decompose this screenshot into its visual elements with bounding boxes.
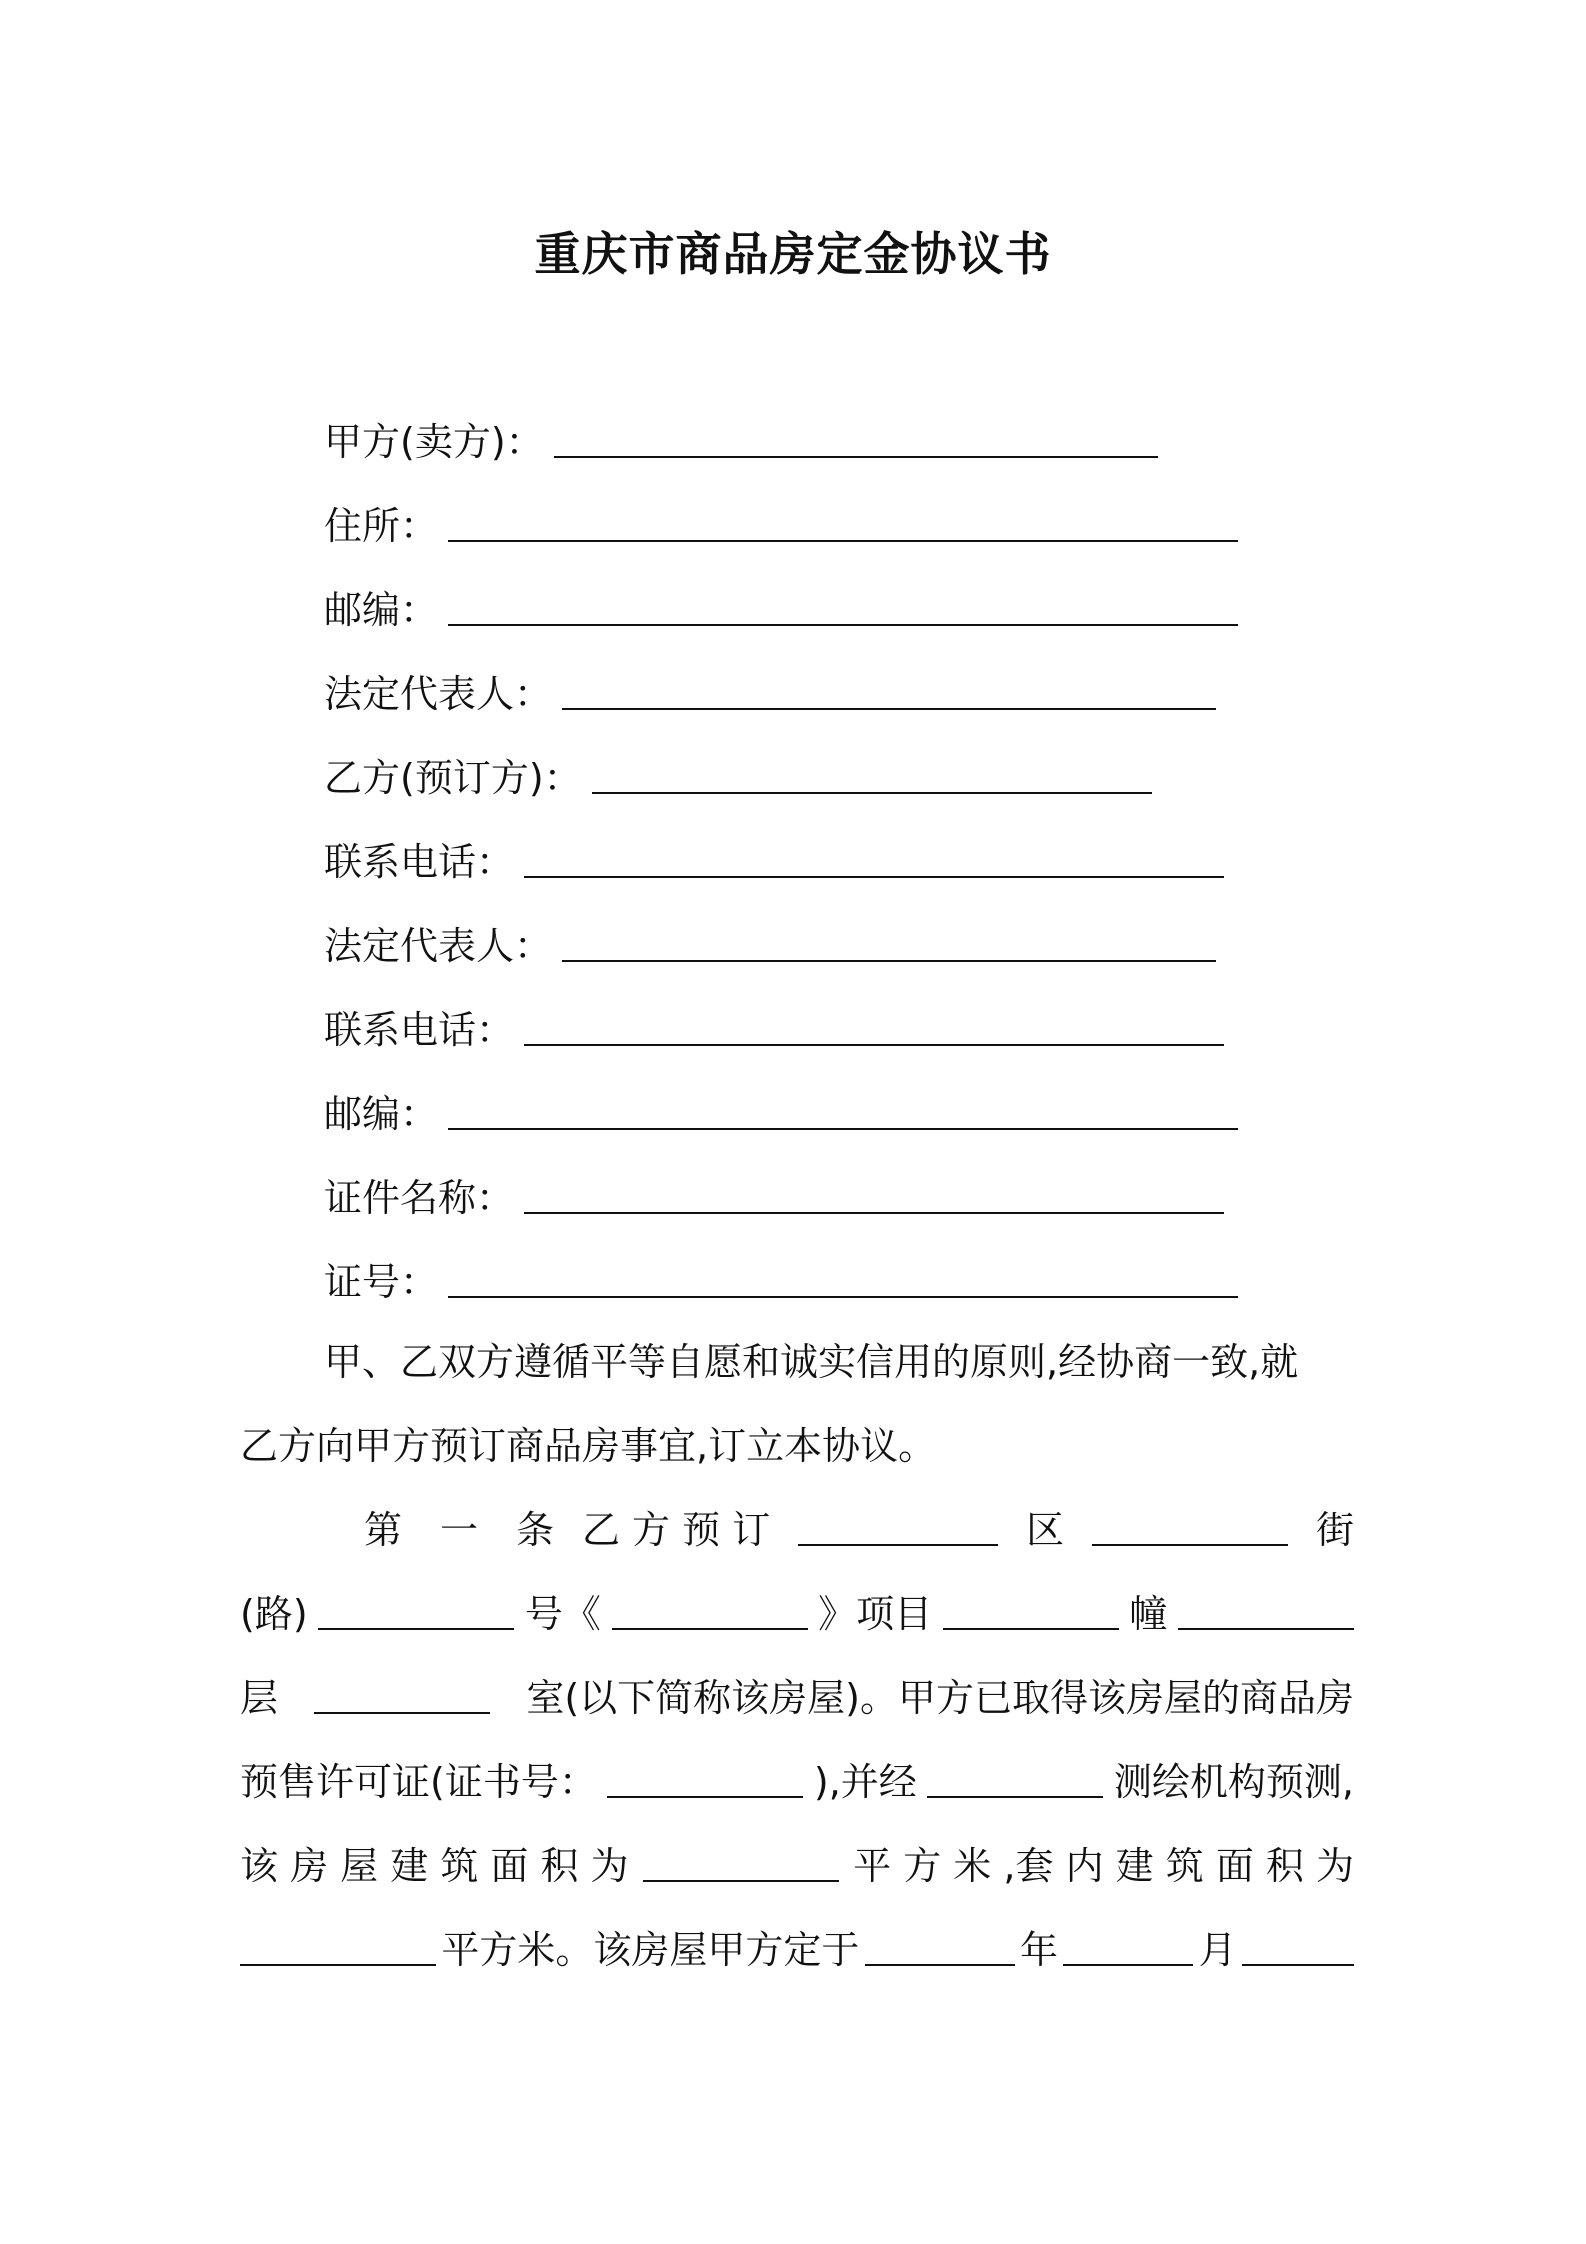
fill-blank[interactable] (1242, 1924, 1354, 1966)
fill-blank[interactable] (448, 500, 1238, 542)
field-phone-2 (324, 1004, 1324, 1088)
intro-line-2: 乙方向甲方预订商品房事宜,订立本协议。 (240, 1424, 937, 1468)
article-text: 年 (1019, 1928, 1058, 1972)
fill-blank[interactable] (448, 1256, 1238, 1298)
field-label: 乙方(预订方)： (324, 756, 582, 800)
field-label: 证号： (324, 1260, 439, 1304)
field-label: 联系电话： (324, 840, 515, 884)
fill-blank[interactable] (562, 668, 1216, 710)
fill-blank[interactable] (524, 1004, 1224, 1046)
fill-blank[interactable] (562, 920, 1216, 962)
article-text: 室(以下简称该房屋)。甲方已取得该房屋的商品房 (526, 1676, 1354, 1720)
fill-blank[interactable] (554, 416, 1158, 458)
party-info-fields (324, 416, 1324, 1340)
fill-blank[interactable] (448, 584, 1238, 626)
article-1-line-6 (240, 1924, 1354, 1976)
article-1-line-5 (240, 1840, 1354, 1892)
article-text: 乙 方 预 订 (581, 1508, 771, 1552)
field-label: 甲方(卖方)： (324, 420, 544, 464)
fill-blank[interactable] (448, 1088, 1238, 1130)
article-text: 区 (1026, 1508, 1065, 1552)
field-legal-rep (324, 668, 1324, 752)
fill-blank[interactable] (524, 836, 1224, 878)
field-legal-rep-2 (324, 920, 1324, 1004)
field-buyer (324, 752, 1324, 836)
fill-blank[interactable] (612, 1588, 808, 1630)
article-text: 》项目 (818, 1592, 933, 1636)
article-text: 月 (1198, 1928, 1237, 1972)
fill-blank[interactable] (943, 1588, 1119, 1630)
field-id-number (324, 1256, 1324, 1340)
field-label: 证件名称： (324, 1176, 515, 1220)
fill-blank[interactable] (1063, 1924, 1193, 1966)
field-postcode (324, 584, 1324, 668)
article-1-line-3 (240, 1672, 1354, 1724)
article-text: 幢 (1129, 1592, 1168, 1636)
field-address (324, 500, 1324, 584)
field-label: 住所： (324, 504, 439, 548)
article-1-line-1 (364, 1504, 1354, 1556)
field-postcode-2 (324, 1088, 1324, 1172)
article-1-line-4 (240, 1756, 1354, 1808)
article-text: ),并经 (813, 1760, 917, 1804)
article-text: 测绘机构预测, (1113, 1760, 1354, 1804)
field-label: 邮编： (324, 1092, 439, 1136)
fill-blank[interactable] (592, 752, 1152, 794)
article-text: 号《 (524, 1592, 601, 1636)
article-text: 该 房 屋 建 筑 面 积 为 (240, 1844, 629, 1888)
intro-line-1: 甲、乙双方遵循平等自愿和诚实信用的原则,经协商一致,就 (324, 1340, 1299, 1384)
article-text: 层 (240, 1676, 279, 1720)
fill-blank[interactable] (643, 1840, 839, 1882)
fill-blank[interactable] (318, 1588, 514, 1630)
fill-blank[interactable] (1092, 1504, 1288, 1546)
article-text: 预售许可证(证书号： (240, 1760, 597, 1804)
article-number: 第 一 条 (364, 1508, 555, 1552)
field-seller (324, 416, 1324, 500)
fill-blank[interactable] (865, 1924, 1015, 1966)
field-id-type (324, 1172, 1324, 1256)
field-phone (324, 836, 1324, 920)
fill-blank[interactable] (524, 1172, 1224, 1214)
article-text: (路) (240, 1592, 308, 1636)
fill-blank[interactable] (927, 1756, 1103, 1798)
field-label: 邮编： (324, 588, 439, 632)
document-title: 重庆市商品房定金协议书 (534, 227, 1052, 281)
article-text: 平方米。该房屋甲方定于 (441, 1928, 860, 1972)
field-label: 法定代表人： (324, 924, 553, 968)
fill-blank[interactable] (798, 1504, 998, 1546)
field-label: 联系电话： (324, 1008, 515, 1052)
fill-blank[interactable] (607, 1756, 803, 1798)
article-text: 平 方 米 ,套 内 建 筑 面 积 为 (853, 1844, 1354, 1888)
fill-blank[interactable] (240, 1924, 436, 1966)
article-1-line-2 (240, 1588, 1354, 1640)
article-text: 街 (1315, 1508, 1354, 1552)
fill-blank[interactable] (314, 1672, 490, 1714)
fill-blank[interactable] (1178, 1588, 1354, 1630)
field-label: 法定代表人： (324, 672, 553, 716)
